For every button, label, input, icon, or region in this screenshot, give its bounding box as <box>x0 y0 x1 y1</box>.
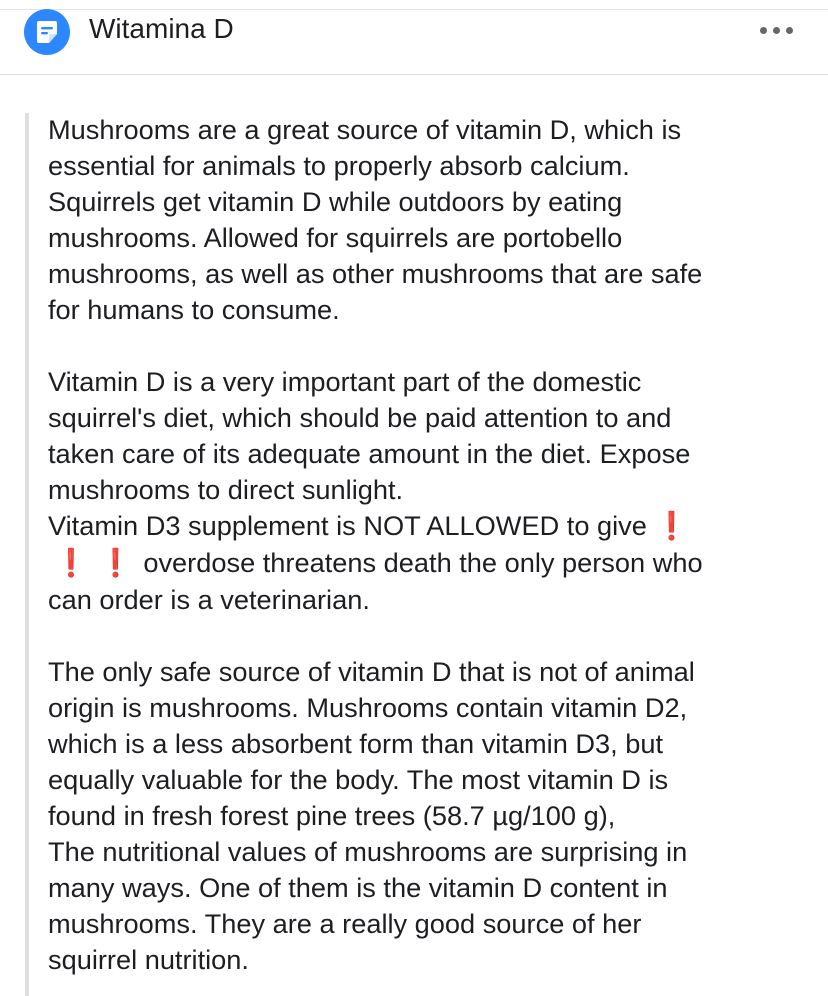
warning-start: Vitamin D3 supplement is NOT ALLOWED to give <box>48 510 647 541</box>
page-title: Witamina D <box>89 13 234 44</box>
exclamation-icon: ❗ <box>654 511 689 542</box>
quote-bar <box>25 113 29 996</box>
exclamation-icon: ❗ <box>98 548 133 579</box>
note-header <box>0 0 828 75</box>
warning-end: overdose threatens death the only person who <box>143 547 703 578</box>
paragraph-2 <box>48 364 818 618</box>
paragraph-2-text: Vitamin D is a very important part of the domestic squirrel's diet, which should be paid attention to and taken care of its adequate amount in the diet. Expose mushrooms to direct sunlight. <box>48 366 691 505</box>
exclamation-icon: ❗ <box>54 548 88 579</box>
paragraph-3: The only safe source of vitamin D that is not of animal origin is mushrooms. Mushrooms contain vitamin D2, which is a less absorbent form than vitamin D3, but equally valuable for the body. The most vitamin D is found in fresh forest pine trees (58.7 µg/100 g), The nutritional values of mushrooms are surprising in many ways. One of them is the vitamin D content in mushrooms. They are a really good source of her squirrel nutrition. <box>48 656 695 975</box>
paragraph-1: Mushrooms are a great source of vitamin D, which is essential for animals to properly absorb calcium. Squirrels get vitamin D while outdoors by eating mushrooms. Allowed for squirrels are portobello mushrooms, as well as other mushrooms that are safe for humans to consume. <box>48 114 703 325</box>
note-icon <box>24 9 70 55</box>
note-body <box>48 112 818 978</box>
more-options-button[interactable] <box>750 14 802 46</box>
warning-last: can order is a veterinarian. <box>48 584 370 615</box>
more-options-icon <box>760 27 767 34</box>
